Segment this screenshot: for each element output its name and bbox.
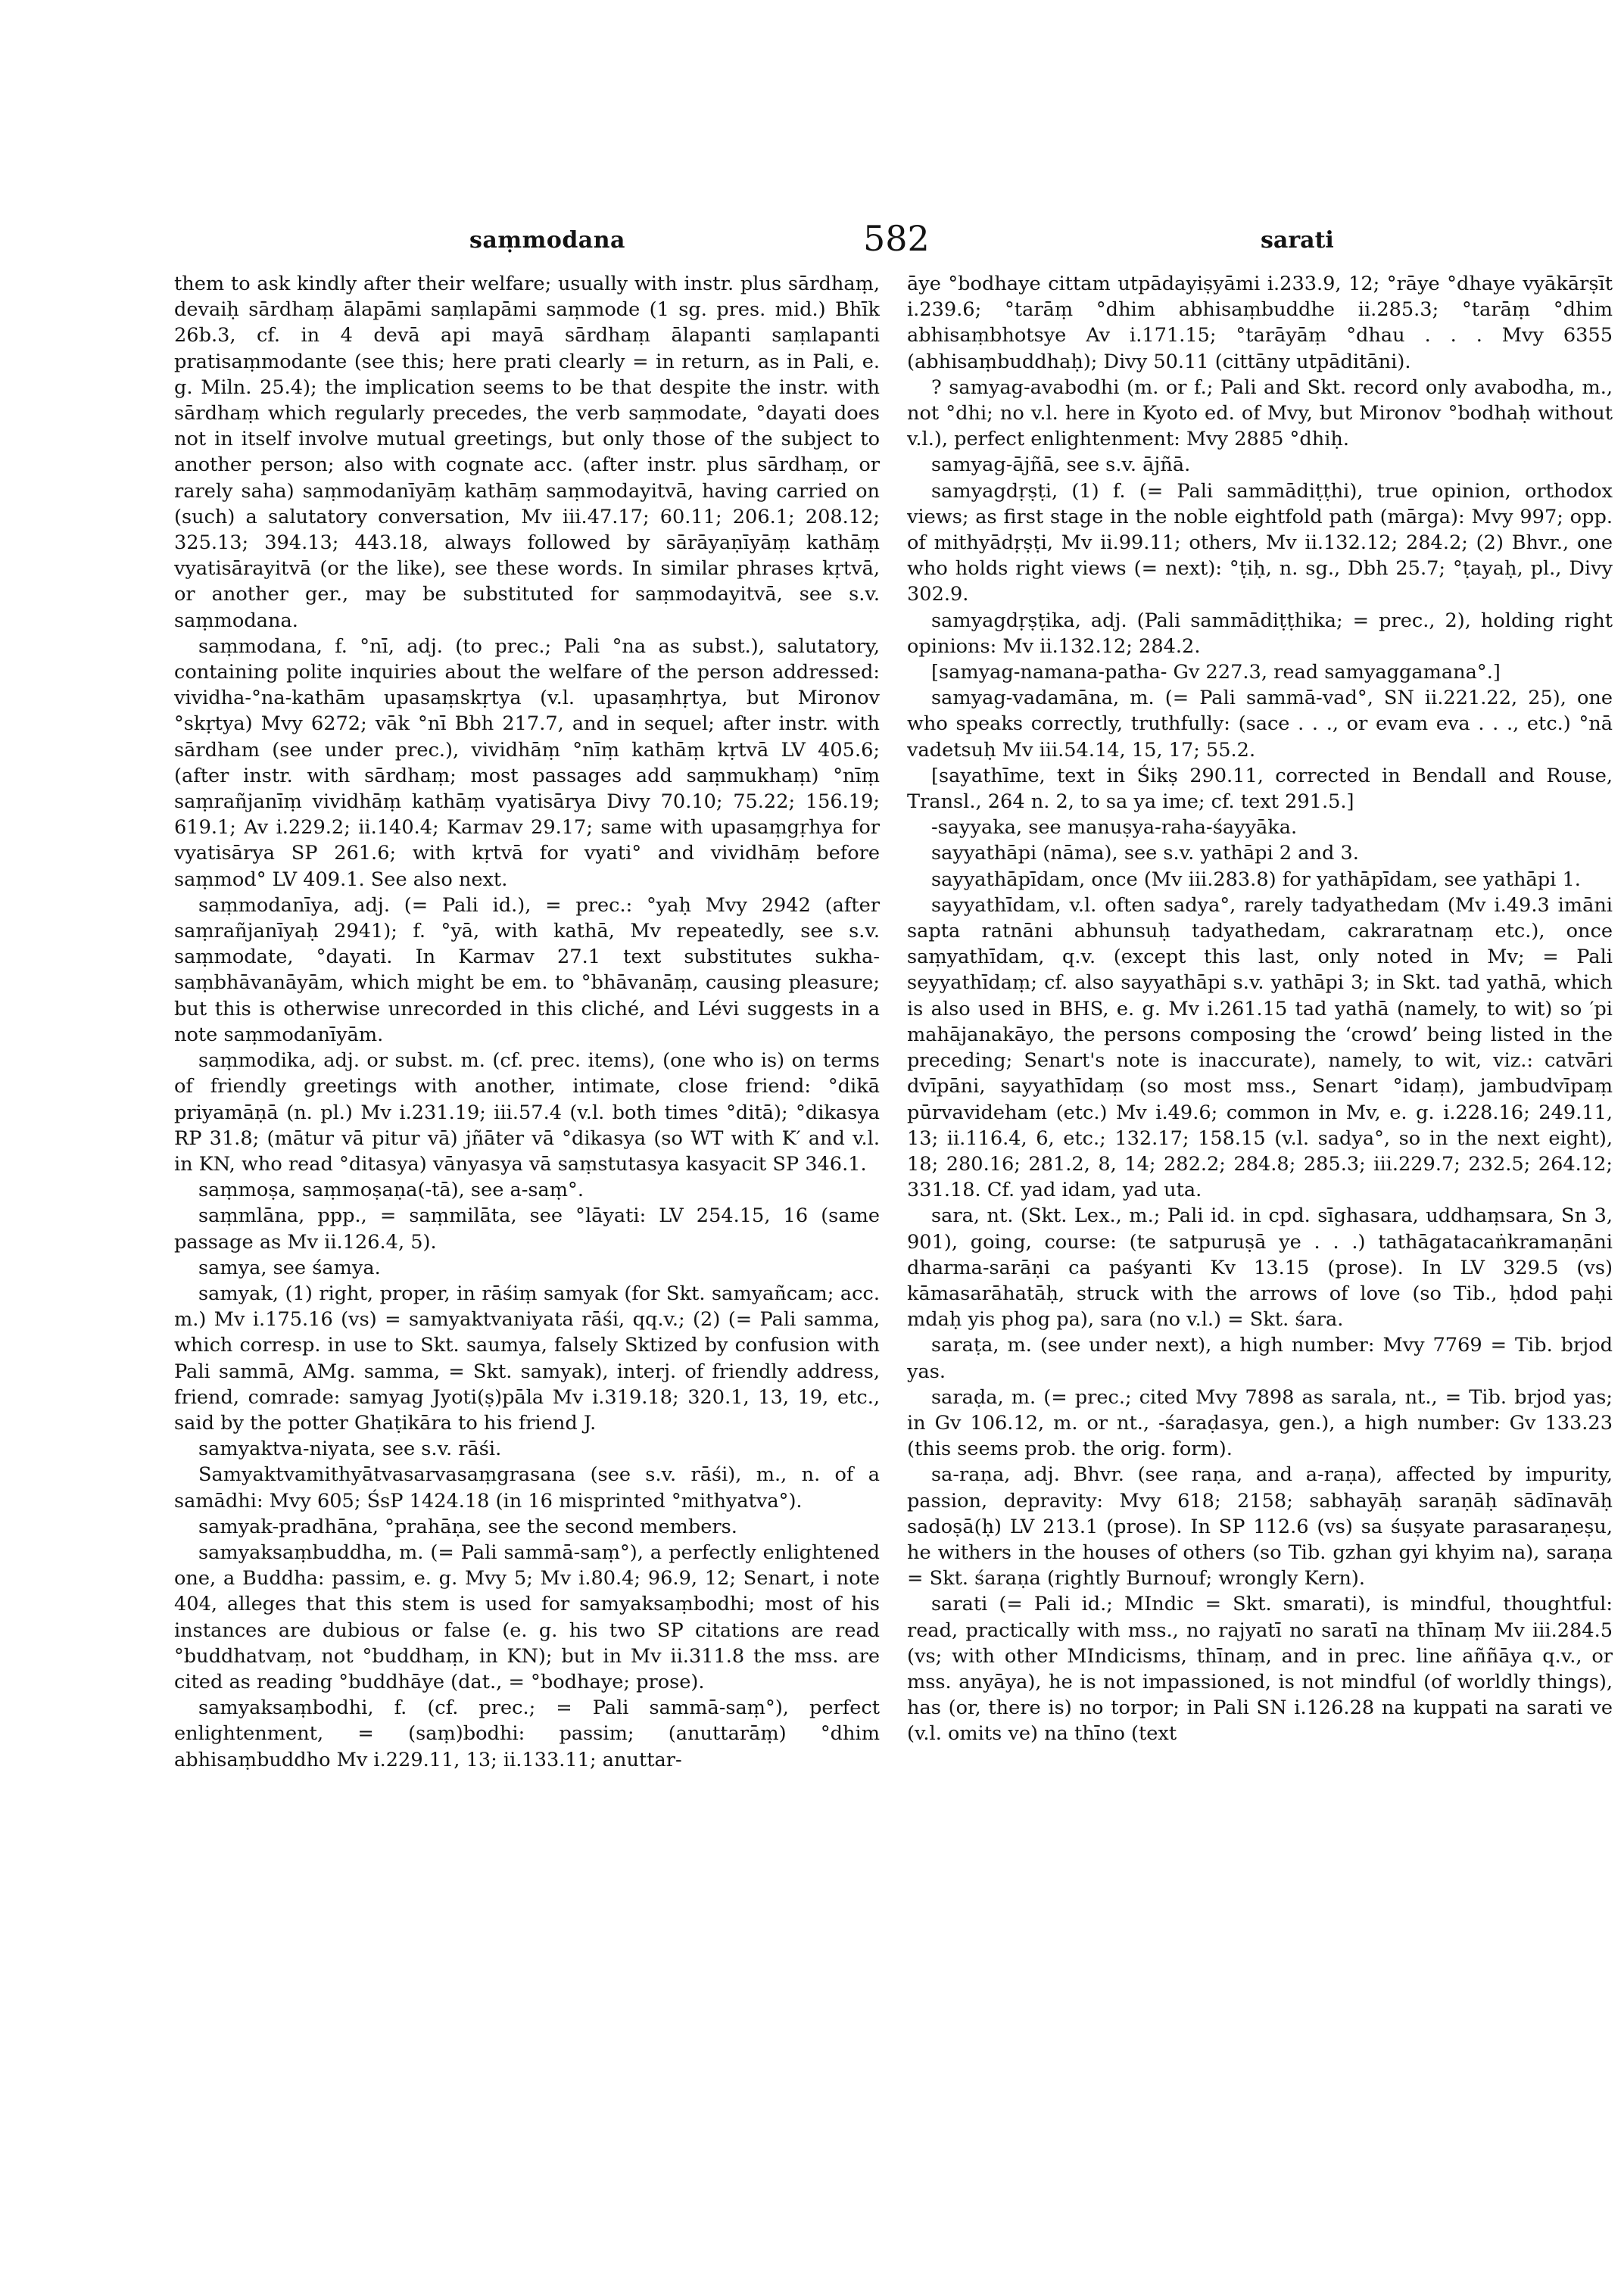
dictionary-entry: sayyathīdam, v.l. often sadya°, rarely tadyathedam (Mv i.49.3 imāni sapta ratnāni abhunsuḥ tadyathedam, cakraratnaṃ etc.), once saṃyathīdam, q.v. (except this last, only noted in Mv; = Pali seyyathīdaṃ; cf. also sayyathāpi s.v. yathāpi 3; in Skt. tad yathā, which is also used in BHS, e. g. Mv i.261.15 tad yathā (namely, to wit) so ′pi mahājanakāyo, the persons composing the ‘crowd’ being listed in the preceding; Senart's note is inaccurate), namely, to wit, viz.: catvāri dvīpāni, sayyathīdaṃ (so most mss., Senart °idaṃ), jambudvīpaṃ pūrvavideham (etc.) Mv i.49.6; common in Mv, e. g. i.228.16; 249.11, 13; ii.116.4, 6, etc.; 132.17; 158.15 (v.l. sadya°, so in the next eight), 18; 280.16; 281.2, 8, 14; 282.2; 284.8; 285.3; iii.229.7; 232.5; 264.12; 331.18. Cf. yad idam, yad uta. [907,893,1613,1202]
bracketed-entry: [samyag-namana-patha- Gv 227.3, read samyaggamana°.] [931,661,1501,684]
dictionary-entry: samyak-pradhāna, °prahāṇa, see the second members. [198,1515,737,1538]
dictionary-entry: saṃmoṣa, saṃmoṣaṇa(-tā), see a-saṃ°. [198,1179,584,1202]
dictionary-entry: saraḍa, m. (= prec.; cited Mvy 7898 as sarala, nt., = Tib. brjod yas; in Gv 106.12, m. or nt., -śaraḍasya, gen.), a high number: Gv 133.23 (this seems prob. the orig. form). [907,1385,1613,1461]
entry-continuation: them to ask kindly after their welfare; usually with instr. plus sārdhaṃ, devaiḥ sārdhaṃ ālapāmi saṃlapāmi saṃmode (1 sg. pres. mid.) Bhīk 26b.3, cf. in 4 devā api mayā sārdhaṃ ālapanti saṃlapanti pratisaṃmodante (see this; here prati clearly = in return, as in Pali, e. g. Miln. 25.4); the implication seems to be that despite the instr. with sārdhaṃ which regularly precedes, the verb saṃmodate, °dayati does not in itself involve mutual greetings, but only those of the subject to another person; also with cognate acc. (after instr. plus sārdhaṃ, or rarely saha) saṃmodanīyāṃ kathāṃ saṃmodayitvā, having carried on (such) a salutatory conversation, Mv iii.47.17; 60.11; 206.1; 208.12; 325.13; 394.13; 443.18, always followed by sārāyaṇīyāṃ kathāṃ vyatisārayitvā (or the like), see these words. In similar phrases kṛtvā, or another ger., may be substituted for saṃmodayitvā, see s.v. saṃmodana. [174,273,880,632]
dictionary-entry: sayyathāpi (nāma), see s.v. yathāpi 2 and 3. [931,842,1359,865]
dictionary-entry: ? samyag-avabodhi (m. or f.; Pali and Skt. record only avabodha, m., not °dhi; no v.l. here in Kyoto ed. of Mvy, but Mironov °bodhaḥ without v.l.), perfect enlightenment: Mvy 2885 °dhiḥ. [907,375,1613,451]
page-number: 582 [863,218,930,259]
dictionary-entry: saṃmodanīya, adj. (= Pali id.), = prec.: °yaḥ Mvy 2942 (after saṃrañjanīyaḥ 2941); f. °yā, with kathā, Mv repeatedly, see s.v. saṃmodate, °dayati. In Karmav 27.1 text substitutes sukha-saṃbhāvanāyām, which might be em. to °bhāvanāṃ, causing pleasure; but this is otherwise unrecorded in this cliché, and Lévi suggests in a note saṃmodanīyām. [174,893,880,1046]
dictionary-entry: saṃmodana, f. °nī, adj. (to prec.; Pali °na as subst.), salutatory, containing polite inquiries about the welfare of the person addressed: vividha-°na-kathām upasaṃskṛtya (v.l. upasaṃhṛtya, but Mironov °skṛtya) Mvy 6272; vāk °nī Bbh 217.7, and in sequel; after instr. with sārdham (see under prec.), vividhāṃ °nīṃ kathāṃ kṛtvā LV 405.6; (after instr. with sārdhaṃ; most passages add saṃmukhaṃ) °nīṃ saṃrañjanīṃ vividhāṃ kathāṃ vyatisārya Divy 70.10; 75.22; 156.19; 619.1; Av i.229.2; ii.140.4; Karmav 29.17; same with upasaṃgṛhya for vyatisārya SP 261.6; with kṛtvā for vyati° and vividhāṃ before saṃmod° LV 409.1. See also next. [174,634,880,891]
page-header [0,218,1624,273]
dictionary-entry: -sayyaka, see manuṣya-raha-śayyāka. [931,816,1298,840]
left-column [174,271,880,2239]
dictionary-entry: saraṭa, m. (see under next), a high number: Mvy 7769 = Tib. brjod yas. [907,1334,1613,1383]
dictionary-entry: samyagdṛṣṭika, adj. (Pali sammādiṭṭhika; = prec., 2), holding right opinions: Mv ii.132.12; 284.2. [907,609,1613,658]
dictionary-entry: samyagdṛṣṭi, (1) f. (= Pali sammādiṭṭhi), true opinion, orthodox views; as first stage in the noble eightfold path (mārga): Mvy 997; opp. of mithyādṛṣṭi, Mv ii.99.11; others, Mv ii.132.12; 284.2; (2) Bhvr., one who holds right views (= next): °ṭiḥ, n. sg., Dbh 25.7; °ṭayaḥ, pl., Divy 302.9. [907,479,1613,606]
bracketed-entry: [sayathīme, text in Śikṣ 290.11, corrected in Bendall and Rouse, Transl., 264 n. 2, to sa ya ime; cf. text 291.5.] [907,764,1613,814]
dictionary-entry: saṃmlāna, ppp., = saṃmilāta, see °lāyati: LV 254.15, 16 (same passage as Mv ii.126.4, 5). [174,1204,880,1254]
dictionary-entry: samyaksaṃbuddha, m. (= Pali sammā-saṃ°), a perfectly enlightened one, a Buddha: passim, e. g. Mvy 5; Mv i.80.4; 96.9, 12; Senart, i note 404, alleges that this stem is used for samyaksaṃbodhi; most of his instances are dubious or false (e. g. his two SP citations are read °buddhatvaṃ, not °buddhaṃ, in KN); but in Mv ii.311.8 the mss. are cited as reading °buddhāye (dat., = °bodhaye; prose). [174,1541,880,1693]
dictionary-entry: sayyathāpīdam, once (Mv iii.283.8) for yathāpīdam, see yathāpi 1. [931,868,1581,891]
dictionary-entry: sa-raṇa, adj. Bhvr. (see raṇa, and a-raṇa), affected by impurity, passion, depravity: Mvy 618; 2158; sabhayāḥ saraṇāḥ sādīnavāḥ sadoṣā(ḥ) LV 213.1 (prose). In SP 112.6 (vs) sa śuṣyate parasaraṇeṣu, he withers in the houses of others (so Tib. gzhan gyi khyim na), saraṇa = Skt. śaraṇa (rightly Burnouf; wrongly Kern). [907,1463,1613,1590]
dictionary-entry: Samyaktvamithyātvasarvasaṃgrasana (see s.v. rāśi), m., n. of a samādhi: Mvy 605; ŚsP 1424.18 (in 16 misprinted °mithyatva°). [174,1463,880,1513]
dictionary-entry: sara, nt. (Skt. Lex., m.; Pali id. in cpd. sīghasara, uddhaṃsara, Sn 3, 901), going, course: (te satpuruṣā ye . . .) tathāgatacaṅkramaṇāni dharma-sarāṇi ca paśyanti Kv 13.15 (prose). In LV 329.5 (vs) kāmasarāhatāḥ, struck with the arrows of love (so Tib., ḥdod paḥi mdaḥ yis phog pa), sara (no v.l.) = Skt. śara. [907,1204,1613,1332]
dictionary-entry: samyag-ājñā, see s.v. ājñā. [931,453,1191,477]
dictionary-entry: samyak, (1) right, proper, in rāśiṃ samyak (for Skt. samyañcam; acc. m.) Mv i.175.16 (vs) = samyaktvaniyata rāśi, qq.v.; (2) (= Pali samma, which corresp. in use to Skt. saumya, falsely Sktized by confusion with Pali sammā, AMg. samma, = Skt. samyak), interj. of friendly address, friend, comrade: samyag Jyoti(ṣ)pāla Mv i.319.18; 320.1, 13, 19, etc., said by the potter Ghaṭikāra to his friend J. [174,1282,880,1435]
right-running-headword: sarati [1261,227,1334,254]
right-column [907,271,1613,2239]
dictionary-entry: samya, see śamya. [198,1256,381,1279]
dictionary-entry: samyaktva-niyata, see s.v. rāśi. [198,1438,502,1461]
dictionary-entry: samyag-vadamāna, m. (= Pali sammā-vad°, SN ii.221.22, 25), one who speaks correctly, truthfully: (sace . . ., or evam eva . . ., etc.) °nā vadetsuḥ Mv iii.54.14, 15, 17; 55.2. [907,687,1613,762]
entry-continuation: āye °bodhaye cittam utpādayiṣyāmi i.233.9, 12; °rāye °dhaye vyākārṣīt i.239.6; °tarāṃ °dhim abhisaṃbuddhe ii.285.3; °tarāṃ °dhim abhisaṃbhotsye Av i.171.15; °tarāyāṃ °dhau . . . Mvy 6355 (abhisaṃbuddhaḥ); Divy 50.11 (cittāny utpāditāni). [907,273,1613,373]
dictionary-entry: sarati (= Pali id.; MIndic = Skt. smarati), is mindful, thoughtful: read, practically with mss., no rajyatī no saratī na thīnaṃ Mv iii.284.5 (vs; with other MIndicisms, thīnaṃ, and in prec. line aññāya q.v., or mss. anyāya), he is not impassioned, is not mindful (of worldly things), has (or, there is) no torpor; in Pali SN i.126.28 na kuppati na sarati ve (v.l. omits ve) na thīno (text [907,1593,1613,1746]
dictionary-entry: saṃmodika, adj. or subst. m. (cf. prec. items), (one who is) on terms of friendly greetings with another, intimate, close friend: °dikā priyamāṇā (n. pl.) Mv i.231.19; iii.57.4 (v.l. both times °ditā); °dikasya RP 31.8; (mātur vā pitur vā) jñāter vā °dikasya (so WT with K′ and v.l. in KN, who read °ditasya) vānyasya vā saṃstutasya kasyacit SP 346.1. [174,1049,880,1176]
dictionary-entry: samyaksaṃbodhi, f. (cf. prec.; = Pali sammā-saṃ°), perfect enlightenment, = (saṃ)bodhi: passim; (anuttarāṃ) °dhim abhisaṃbuddho Mv i.229.11, 13; ii.133.11; anuttar- [174,1696,880,1771]
left-running-headword: saṃmodana [469,227,625,254]
